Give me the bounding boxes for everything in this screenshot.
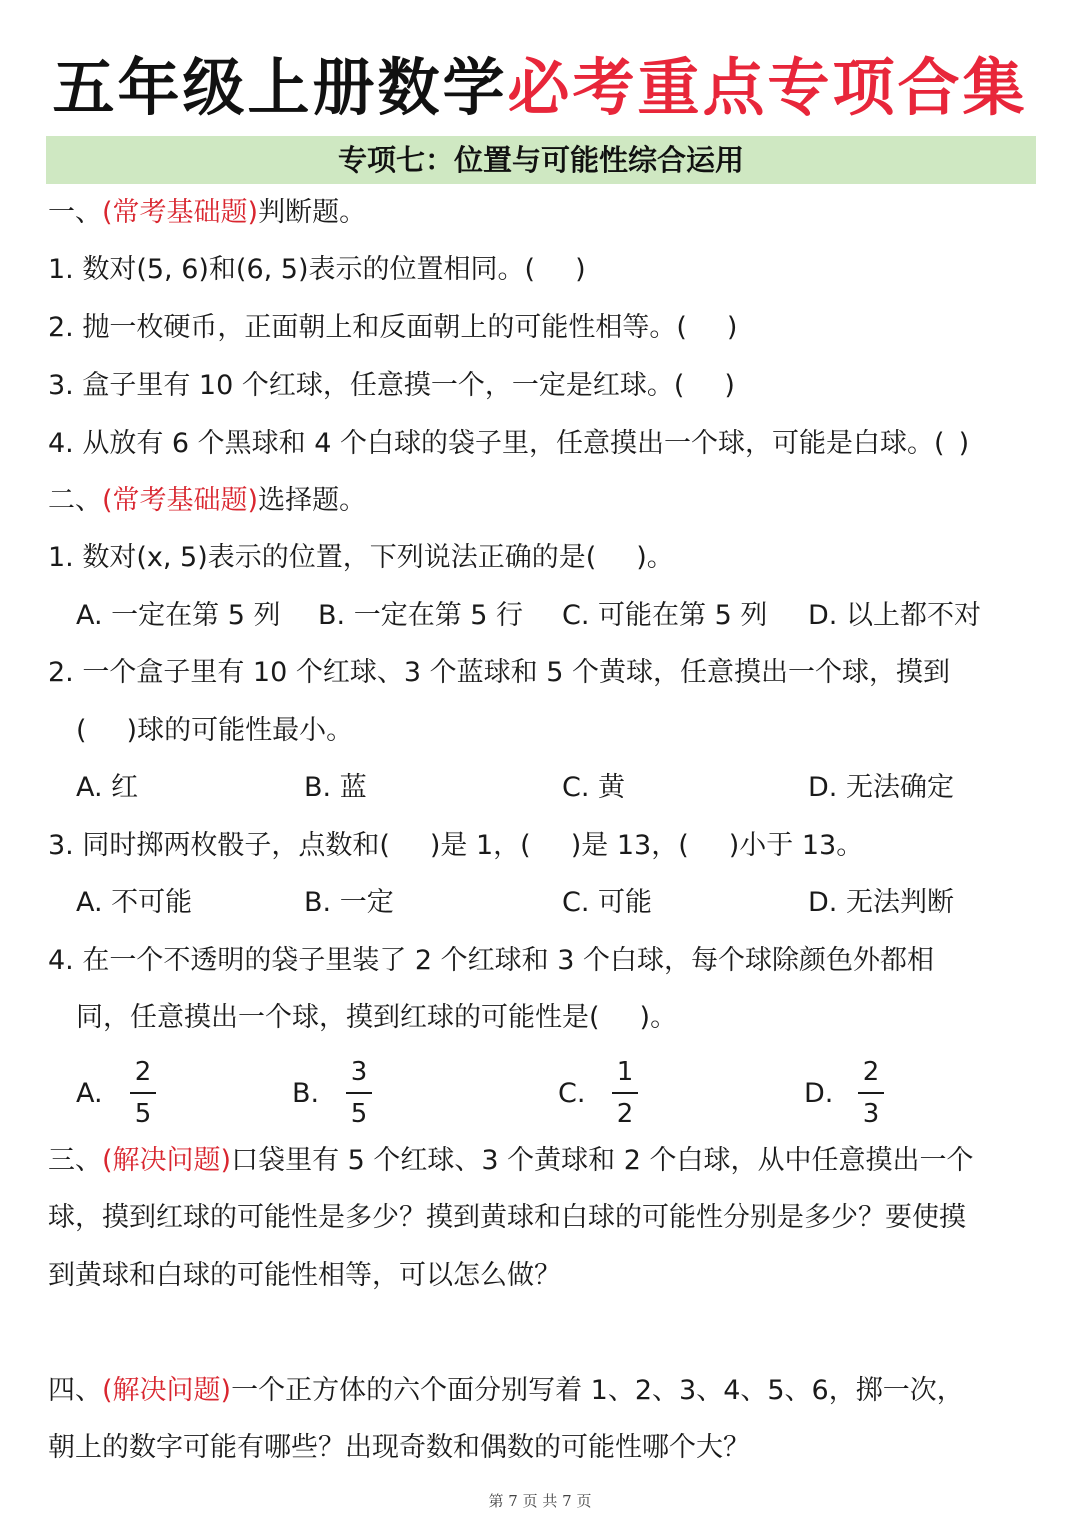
judge-item-2-text: 2. 抛一枚硬币，正面朝上和反面朝上的可能性相等。( [48,312,687,343]
judge-item-1 [48,250,586,290]
judge-item-3-text: 3. 盒子里有 10 个红球，任意摸一个，一定是红球。( [48,370,685,401]
q2-option-b: B. 蓝 [304,772,367,803]
choice-q3-tail: )小于 13。 [728,830,864,861]
topic-banner: 专项七：位置与可能性综合运用 [46,136,1036,184]
title-part2: 必考重点专项合集 [507,51,1028,124]
q4-option-b-fraction [346,1054,372,1132]
q3-option-b: B. 一定 [304,887,394,918]
q2-option-d: D. 无法确定 [808,772,954,803]
fraction-denominator: 5 [350,1099,368,1129]
choice-q2-open: ( [76,715,87,746]
choice-q2-line1: 2. 一个盒子里有 10 个红球、3 个蓝球和 5 个黄球，任意摸出一个球，摸到 [48,657,950,688]
choice-q4-line1: 4. 在一个不透明的袋子里装了 2 个红球和 3 个白球，每个球除颜色外都相 [48,945,935,976]
judge-item-4-close: ) [958,428,970,459]
section2-tag: (常考基础题) [102,485,259,516]
section2-prefix: 二、 [48,485,102,516]
fraction-numerator: 2 [134,1057,152,1087]
q4-option-a [76,1054,166,1134]
section3-tag: (解决问题) [102,1145,232,1176]
q4-option-c-letter: C. [558,1078,586,1109]
choice-q2-rest: )球的可能性最小。 [126,715,354,746]
section2-title: 选择题。 [258,485,367,516]
q4-option-b-letter: B. [292,1078,320,1109]
choice-q4-text2: 同，任意摸出一个球，摸到红球的可能性是( [76,1002,600,1033]
fraction-bar [346,1092,372,1094]
q4-option-c-fraction [612,1054,638,1132]
q4-option-a-letter: A. [76,1078,103,1109]
fraction-bar [612,1092,638,1094]
judge-item-2-close: ) [726,312,738,343]
fraction-numerator: 3 [350,1057,368,1087]
choice-q3-mid2: )是 13，( [570,830,689,861]
section1-prefix: 一、 [48,197,102,228]
section1-heading [48,193,366,233]
section3-prefix: 三、 [48,1145,102,1176]
section4-tag: (解决问题) [102,1375,232,1406]
choice-q4-line2 [76,998,677,1038]
judge-item-3-close: ) [724,370,735,401]
choice-q4-tail: )。 [639,1002,678,1033]
q1-option-d: D. 以上都不对 [808,600,981,631]
q4-option-d-letter: D. [804,1078,834,1109]
judge-item-1-text: 1. 数对(5, 6)和(6, 5)表示的位置相同。( [48,254,536,285]
fraction-numerator: 2 [862,1057,880,1087]
fraction-denominator: 3 [862,1099,880,1129]
section3-text1: 口袋里有 5 个红球、3 个黄球和 2 个白球，从中任意摸出一个 [231,1145,974,1176]
page-number: 第 7 页 共 7 页 [488,1492,592,1510]
title-part1: 五年级上册数学 [52,51,508,124]
choice-q1-tail: )。 [636,542,674,573]
section4-line1 [48,1371,964,1411]
q3-option-c: C. 可能 [562,887,653,918]
choice-q3 [48,826,863,866]
choice-q1 [48,538,674,578]
judge-item-3 [48,366,735,406]
section1-tag: (常考基础题) [102,197,259,228]
q4-option-d-fraction [858,1054,884,1132]
q2-option-c: C. 黄 [562,772,626,803]
q1-option-b: B. 一定在第 5 行 [318,600,524,631]
fraction-denominator: 2 [616,1099,634,1129]
section3-line3: 到黄球和白球的可能性相等，可以怎么做？ [48,1260,561,1291]
fraction-bar [858,1092,884,1094]
q1-option-c: C. 可能在第 5 列 [562,600,768,631]
section4-text1: 一个正方体的六个面分别写着 1、2、3、4、5、6，掷一次， [231,1375,964,1406]
section2-heading [48,481,366,521]
q3-option-d: D. 无法判断 [808,887,954,918]
q1-option-a: A. 一定在第 5 列 [76,600,281,631]
section4-prefix: 四、 [48,1375,102,1406]
choice-q2-line2 [76,711,353,751]
judge-item-4-text: 4. 从放有 6 个黑球和 4 个白球的袋子里，任意摸出一个球，可能是白球。( [48,428,945,459]
judge-item-1-close: ) [575,254,586,285]
fraction-numerator: 1 [616,1057,634,1087]
q4-option-d [804,1054,894,1134]
choice-q3-mid1: )是 1，( [429,830,531,861]
choice-q3-text: 3. 同时掷两枚骰子，点数和( [48,830,390,861]
judge-item-4 [48,424,969,464]
choice-q1-text: 1. 数对(x, 5)表示的位置，下列说法正确的是( [48,542,597,573]
fraction-bar [130,1092,156,1094]
fraction-denominator: 5 [134,1099,152,1129]
section1-title: 判断题。 [258,197,367,228]
page-title [0,40,1080,136]
q4-option-b [292,1054,382,1134]
section4-line2: 朝上的数字可能有哪些？出现奇数和偶数的可能性哪个大？ [48,1432,750,1463]
section3-line2: 球，摸到红球的可能性是多少？摸到黄球和白球的可能性分别是多少？要使摸 [48,1202,966,1233]
q3-option-a: A. 不可能 [76,887,193,918]
q2-option-a: A. 红 [76,772,139,803]
judge-item-2 [48,308,737,348]
q4-option-a-fraction [130,1054,156,1132]
section3-line1 [48,1141,974,1181]
q4-option-c [558,1054,648,1134]
